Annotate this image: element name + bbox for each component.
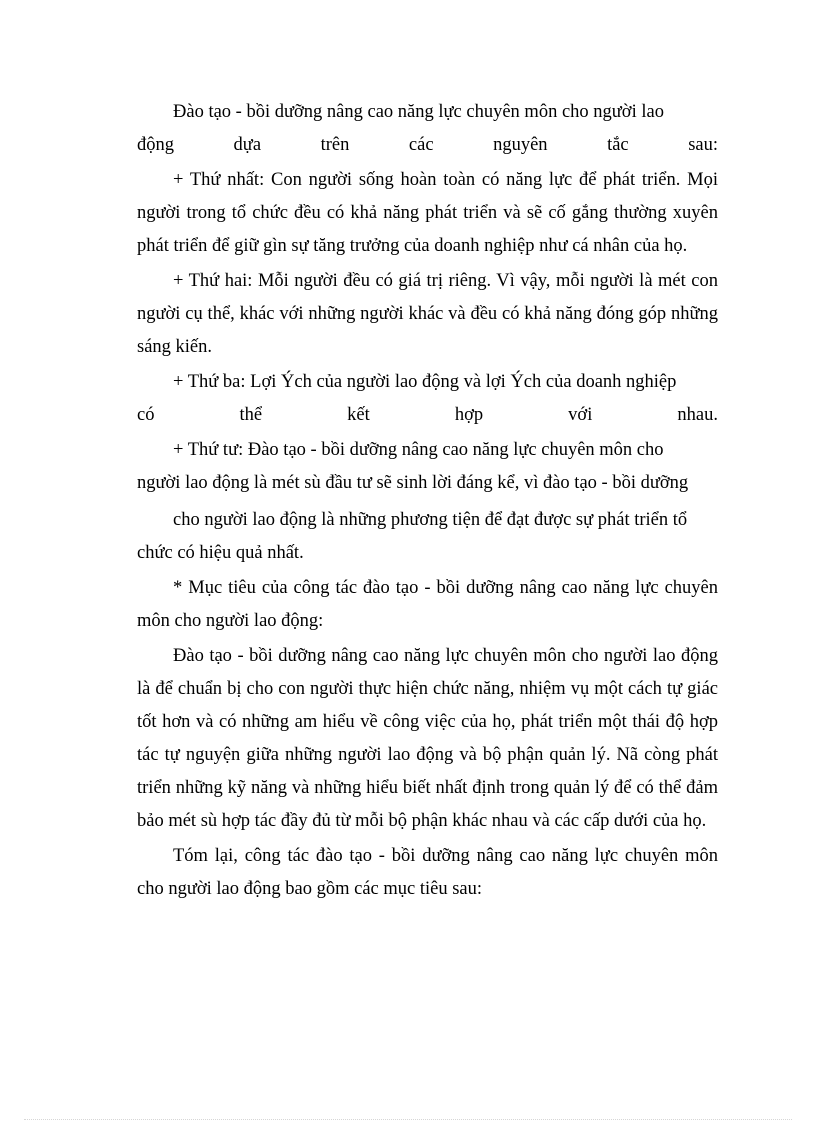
- paragraph-principle-fourth-continued: [137, 504, 718, 570]
- paragraph-summary: Tóm lại, công tác đào tạo - bồi dưỡng nâng cao năng lực chuyên môn cho người lao động bao gồm các mục tiêu sau:: [137, 846, 718, 899]
- paragraph-principle-fourth: [137, 434, 718, 500]
- paragraph-line: người lao động là mét sù đầu tư sẽ sinh lời đáng kể, vì đào tạo - bồi dưỡng: [137, 473, 689, 493]
- paragraph-objectives-heading: * Mục tiêu của công tác đào tạo - bồi dưỡng nâng cao năng lực chuyên môn cho người lao động:: [137, 578, 718, 631]
- paragraph-line: + Thứ ba: Lợi Ých của người lao động và lợi Ých của doanh nghiệp: [173, 372, 677, 392]
- paragraph-line: Đào tạo - bồi dưỡng nâng cao năng lực chuyên môn cho người lao: [173, 102, 664, 122]
- paragraph-objectives-body: Đào tạo - bồi dưỡng nâng cao năng lực chuyên môn cho người lao động là để chuẩn bị cho con người thực hiện chức năng, nhiệm vụ một cách tự giác tốt hơn và có những am hiểu về công việc của họ, phát triển một thái độ hợp tác tự nguyện giữa những người lao động và bộ phận quản lý. Nã còng phát triển những kỹ năng và những hiểu biết nhất định trong quản lý để có thể đảm bảo mét sù hợp tác đầy đủ từ mỗi bộ phận khác nhau và các cấp dưới của họ.: [137, 646, 718, 831]
- paragraph-principle-third: [137, 366, 718, 432]
- paragraph-line: động dựa trên các nguyên tắc sau:: [137, 135, 718, 155]
- paragraph-line: có thể kết hợp với nhau.: [137, 405, 718, 425]
- page-bottom-divider: [24, 1119, 792, 1120]
- paragraph-principle-first: + Thứ nhất: Con người sống hoàn toàn có năng lực để phát triển. Mọi người trong tổ chức đều có khả năng phát triển và sẽ cố gắng thường xuyên phát triển để giữ gìn sự tăng trưởng của doanh nghiệp như cá nhân của họ.: [137, 170, 718, 256]
- document-body: [137, 96, 718, 906]
- paragraph-line: + Thứ tư: Đào tạo - bồi dưỡng nâng cao năng lực chuyên môn cho: [173, 440, 664, 460]
- paragraph-principles-intro: [137, 96, 718, 162]
- paragraph-principle-second: + Thứ hai: Mỗi người đều có giá trị riêng. Vì vậy, mỗi người là mét con người cụ thể, khác với những người khác và đều có khả năng đóng góp những sáng kiến.: [137, 271, 718, 357]
- paragraph-line: chức có hiệu quả nhất.: [137, 543, 304, 563]
- paragraph-line: cho người lao động là những phương tiện để đạt được sự phát triển tổ: [173, 510, 688, 530]
